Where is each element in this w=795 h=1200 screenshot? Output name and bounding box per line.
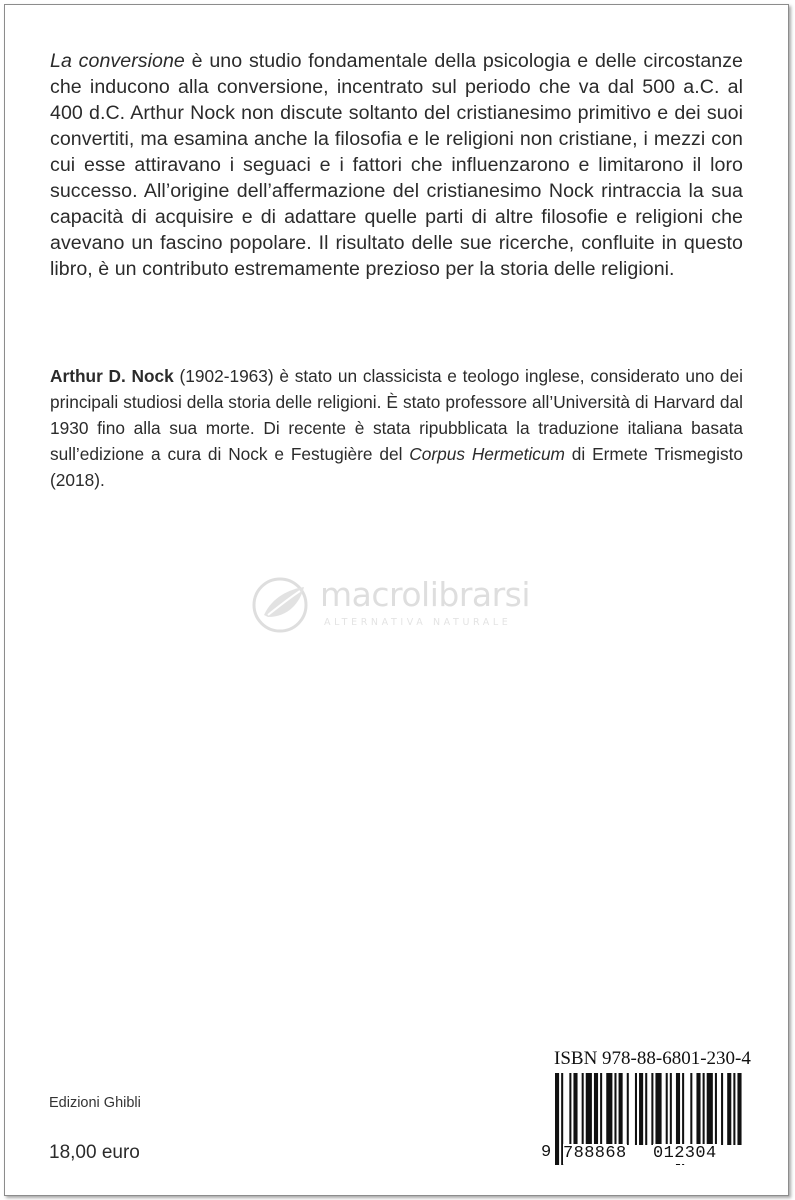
barcode-bar <box>721 1073 723 1145</box>
barcode-bar <box>670 1073 672 1145</box>
work-title-italic: Corpus Hermeticum <box>409 444 565 464</box>
barcode-bar <box>569 1073 571 1145</box>
barcode-bar <box>619 1073 623 1145</box>
barcode-bar <box>703 1073 705 1145</box>
publisher-name: Edizioni Ghibli <box>49 1095 141 1111</box>
barcode-bar <box>555 1073 559 1165</box>
price: 18,00 euro <box>49 1142 140 1163</box>
isbn-label: ISBN 978-88-6801-230-4 <box>554 1048 751 1069</box>
barcode-bar <box>627 1073 629 1145</box>
barcode-bar <box>737 1073 741 1145</box>
barcode-bar <box>733 1073 735 1145</box>
bio-text-part1: (1902-1963) è stato un classicista e teologo inglese, considerato uno dei principali studiosi della storia delle religioni. È stato professore all’Università di Harvard dal 1930 fino alla sua morte. Di recente è stata ripubblicata la traduzione italiana basata sull’edizione a cura di Nock e Festugière del <box>50 366 743 464</box>
book-description <box>50 48 743 282</box>
description-text: è uno studio fondamentale della psicologia e delle circostanze che inducono alla conversione, incentrato sul periodo che va dal 500 a.C. al 400 d.C. Arthur Nock non discute soltanto del cristianesimo primitivo e dei suoi convertiti, ma esamina anche la filosofia e le religioni non cristiane, i mezzi con cui esse attiravano i seguaci e i fattori che influenzarono e limitarono il loro successo. All’origine dell’affermazione del cristianesimo Nock rintraccia la sua capacità di acquisire e di adattare quelle parti di altre filosofie e religioni che avevano un fascino popolare. Il risultato delle sue ricerche, confluite in questo libro, è un contributo estremamente prezioso per la storia delle religioni. <box>50 50 744 280</box>
barcode-first-digit: 9 <box>541 1143 552 1162</box>
watermark-brand-name: macrolibrarsi <box>320 575 531 614</box>
barcode-bar <box>715 1073 717 1145</box>
barcode-bar <box>655 1073 661 1145</box>
barcode-bar <box>727 1073 731 1145</box>
barcode-bar <box>582 1073 584 1145</box>
leaf-logo-icon <box>250 575 314 635</box>
barcode-bar <box>600 1073 602 1145</box>
watermark-tagline: ALTERNATIVA NATURALE <box>324 617 512 628</box>
barcode-bar <box>645 1073 647 1145</box>
barcode-bar <box>639 1073 643 1145</box>
book-title-italic: La conversione <box>50 50 185 72</box>
barcode-bar <box>690 1073 692 1145</box>
isbn-barcode <box>541 1073 747 1171</box>
barcode-bar <box>696 1073 700 1145</box>
barcode-bar <box>666 1073 668 1145</box>
barcode-bar <box>586 1073 592 1145</box>
barcode-bar <box>614 1073 616 1145</box>
barcode-bar <box>651 1073 653 1145</box>
barcode-bar <box>594 1073 598 1145</box>
macrolibrarsi-watermark <box>250 575 560 637</box>
barcode-bar <box>635 1073 637 1145</box>
book-back-cover <box>4 4 789 1196</box>
barcode-bar <box>606 1073 612 1145</box>
barcode-bar <box>707 1073 713 1145</box>
barcode-bar <box>573 1073 577 1145</box>
author-biography <box>50 363 743 493</box>
barcode-left-digits: 788868 <box>563 1144 627 1163</box>
bio-text-part2: di Ermete Trismegisto (2018). <box>50 444 743 490</box>
author-name: Arthur D. Nock <box>50 366 174 386</box>
barcode-right-digits: 012304 <box>653 1144 717 1163</box>
